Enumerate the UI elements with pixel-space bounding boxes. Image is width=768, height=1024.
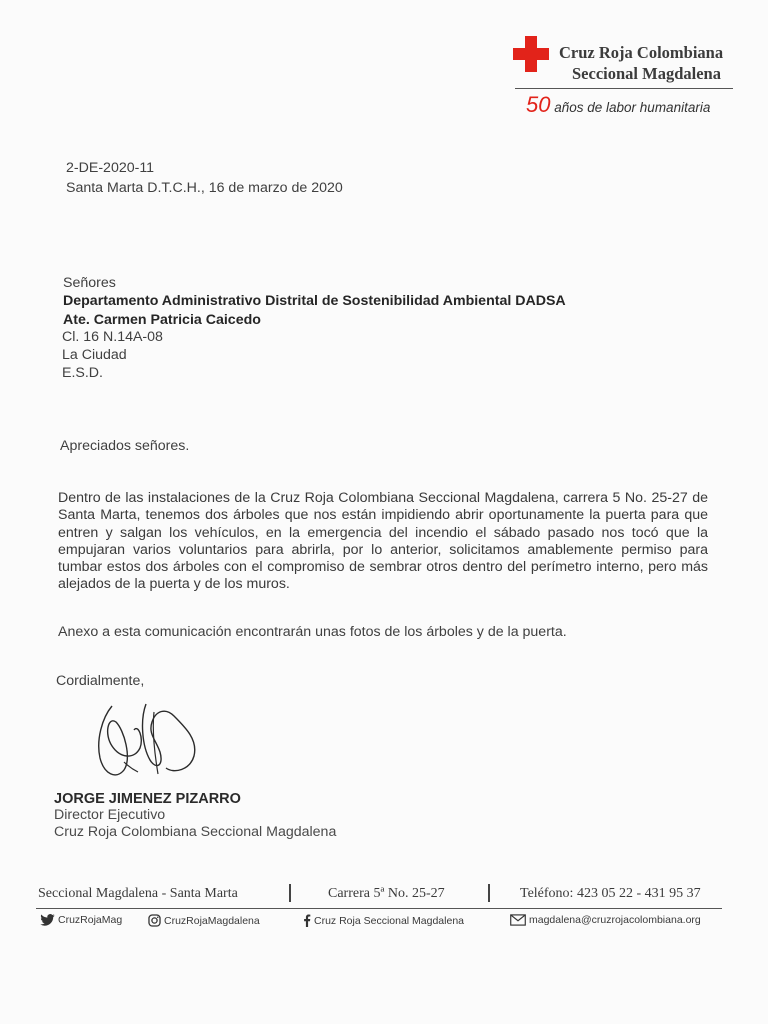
body-paragraph-1: Dentro de las instalaciones de la Cruz Roja Colombiana Seccional Magdalena, carrera 5 No. 25-27 de Santa Marta, tenemos dos árboles que nos están impidiendo abrir oportunamente la puerta para que entren y salgan los vehículos, en la emergencia del incendio el sábado pasado nos tocó que la empujaran varios voluntarios para abrirla, por lo anterior, solicitamos amablemente permiso para tumbar estos dos árboles con el compromiso de sembrar otros dentro del perímetro interno, pero más alejados de la puerta y de los muros. bbox=[58, 490, 708, 593]
instagram-handle: CruzRojaMagdalena bbox=[164, 914, 260, 927]
footer-facebook bbox=[303, 914, 464, 927]
greeting: Apreciados señores. bbox=[60, 438, 190, 454]
recipient-organization: Departamento Administrativo Distrital de Sostenibilidad Ambiental DADSA bbox=[63, 293, 566, 309]
anniversary-tagline bbox=[526, 92, 710, 118]
org-name-line1: Cruz Roja Colombiana bbox=[559, 43, 724, 62]
footer-address: Carrera 5ª No. 25-27 bbox=[328, 886, 445, 901]
signatory-name: JORGE JIMENEZ PIZARRO bbox=[54, 791, 241, 807]
twitter-icon bbox=[40, 914, 55, 926]
recipient-attention: Ate. Carmen Patricia Caicedo bbox=[63, 312, 261, 328]
recipient-salutation: Señores bbox=[63, 275, 116, 291]
footer-instagram bbox=[148, 914, 260, 927]
closing: Cordialmente, bbox=[56, 673, 145, 689]
recipient-city: La Ciudad bbox=[62, 347, 127, 363]
email-icon bbox=[510, 914, 526, 926]
letterhead-divider bbox=[515, 88, 733, 89]
footer-phone: Teléfono: 423 05 22 - 431 95 37 bbox=[520, 886, 701, 901]
footer-section: Seccional Magdalena - Santa Marta bbox=[38, 886, 238, 901]
recipient-esd: E.S.D. bbox=[62, 365, 103, 381]
recipient-address: Cl. 16 N.14A-08 bbox=[62, 329, 163, 345]
org-name-line2: Seccional Magdalena bbox=[572, 64, 721, 83]
signatory-organization: Cruz Roja Colombiana Seccional Magdalena bbox=[54, 824, 337, 840]
place-date: Santa Marta D.T.C.H., 16 de marzo de 2020 bbox=[66, 180, 343, 196]
handwritten-signature bbox=[94, 700, 204, 790]
red-cross-logo-icon bbox=[513, 36, 549, 72]
reference-code: 2-DE-2020-11 bbox=[66, 160, 155, 176]
body-paragraph-2: Anexo a esta comunicación encontrarán unas fotos de los árboles y de la puerta. bbox=[58, 624, 567, 640]
footer-separator bbox=[488, 884, 490, 902]
footer-divider bbox=[36, 908, 722, 909]
footer-separator bbox=[289, 884, 291, 902]
facebook-page: Cruz Roja Seccional Magdalena bbox=[314, 914, 464, 927]
instagram-icon bbox=[148, 914, 161, 927]
facebook-icon bbox=[303, 914, 311, 927]
footer-twitter bbox=[40, 914, 122, 926]
footer-email bbox=[510, 914, 701, 926]
anniversary-number: 50 bbox=[526, 92, 551, 117]
anniversary-text: años de labor humanitaria bbox=[550, 100, 711, 115]
signatory-title: Director Ejecutivo bbox=[54, 807, 166, 823]
twitter-handle: CruzRojaMag bbox=[58, 914, 123, 926]
email-address: magdalena@cruzrojacolombiana.org bbox=[529, 914, 701, 926]
